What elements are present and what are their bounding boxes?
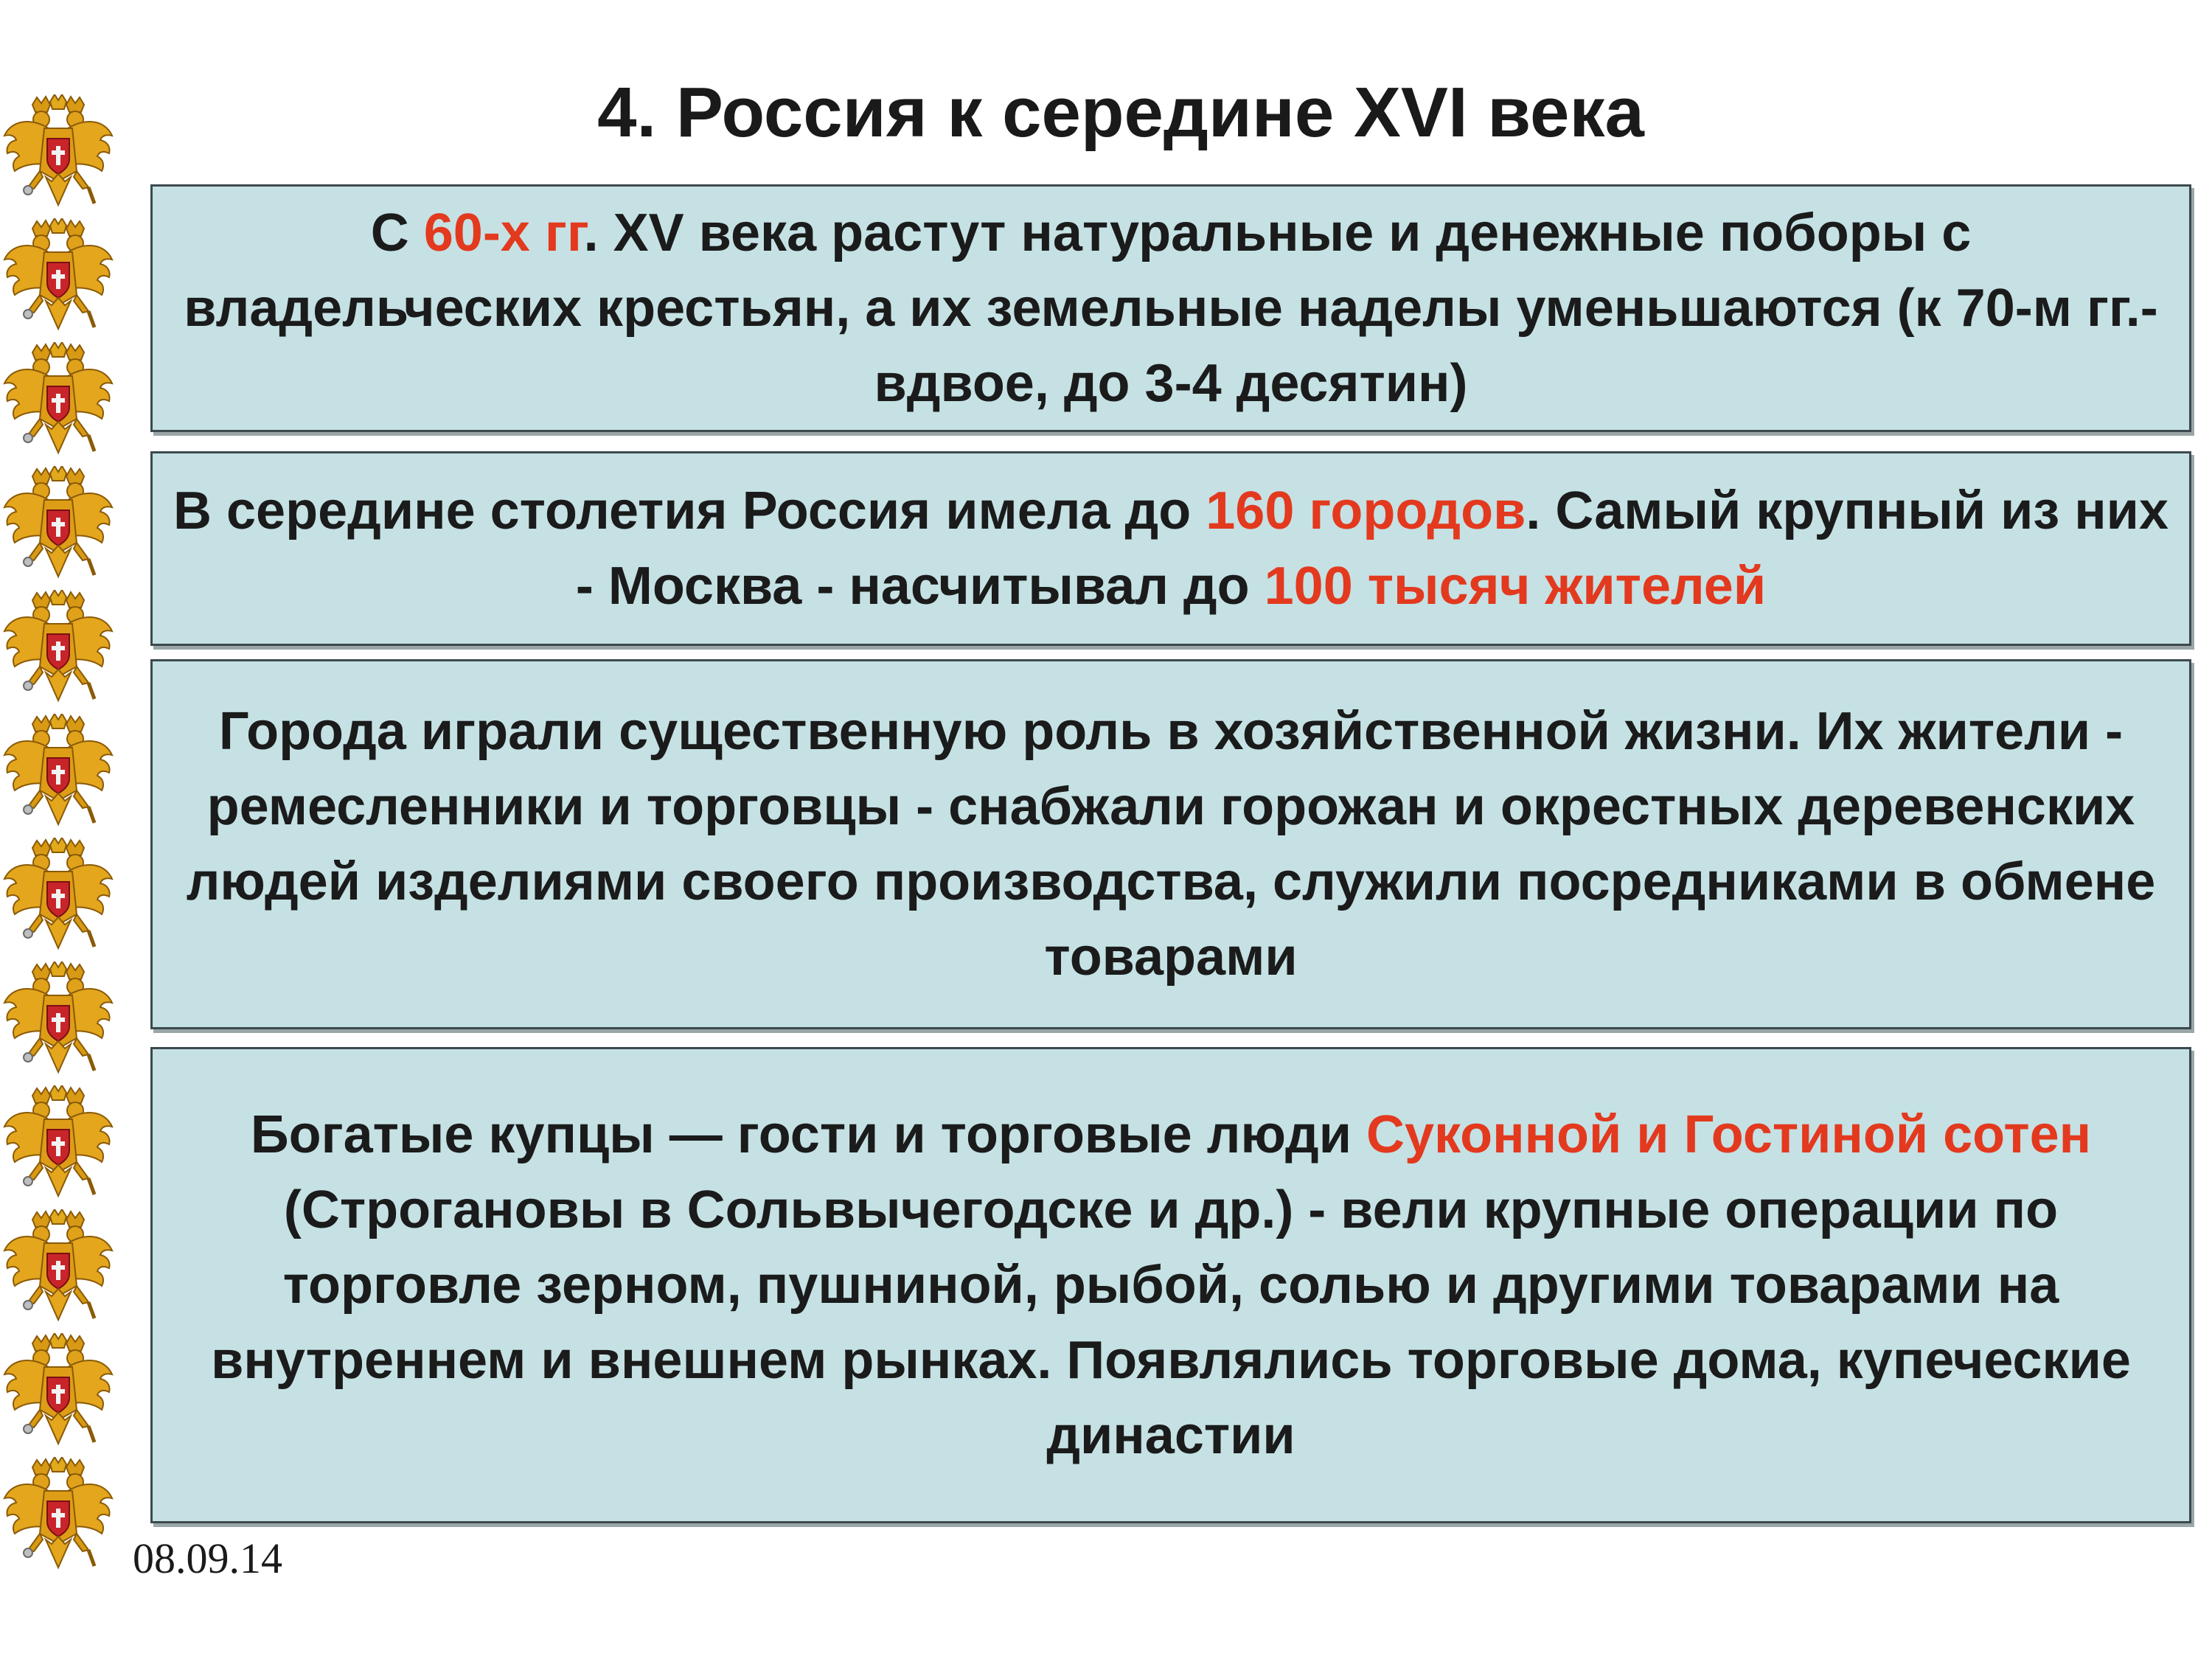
double-headed-eagle-icon <box>3 714 114 835</box>
double-headed-eagle-icon <box>3 838 114 959</box>
eagle-emblem-column <box>0 94 118 1591</box>
double-headed-eagle-icon <box>3 1209 114 1330</box>
double-headed-eagle-icon <box>3 590 114 711</box>
double-headed-eagle-icon <box>3 1085 114 1206</box>
text-segment: Города играли существенную роль в хозяйственной жизни. Их жители - ремесленники и торговцы - снабжали горожан и окрестных деревенских людей изделиями своего производства, служили посредниками в обмене товарами <box>186 702 2156 987</box>
double-headed-eagle-icon <box>3 1457 114 1578</box>
text-segment: С <box>370 204 424 262</box>
double-headed-eagle-icon <box>3 961 114 1082</box>
block-text <box>167 473 2174 624</box>
block-text <box>167 694 2174 995</box>
double-headed-eagle-icon <box>3 466 114 587</box>
info-block-cities-count <box>150 451 2191 646</box>
slide-title: 4. Россия к середине XVI века <box>597 73 1644 152</box>
highlight-160-cities: 160 городов <box>1206 481 1526 540</box>
highlight-hundreds: Суконной и Гостиной сотен <box>1366 1105 2092 1164</box>
text-segment: (Строгановы в Сольвычегодске и др.) - вели крупные операции по торговле зерном, пушниной, рыбой, солью и другими товарами на внутреннем и внешнем рынках. Появлялись торговые дома, купеческие династии <box>211 1180 2131 1465</box>
text-segment: Богатые купцы — гости и торговые люди <box>250 1105 1366 1164</box>
double-headed-eagle-icon <box>3 1333 114 1454</box>
double-headed-eagle-icon <box>3 342 114 463</box>
info-block-peasant-taxes <box>150 184 2191 432</box>
text-segment: . Самый крупный из них - Москва - насчитывал до <box>575 481 2168 616</box>
highlight-100k-residents: 100 тысяч жителей <box>1264 557 1767 616</box>
highlight-60s: 60-х гг <box>423 204 584 262</box>
block-text <box>167 195 2174 421</box>
block-text <box>167 1097 2174 1473</box>
info-block-city-economy <box>150 659 2191 1029</box>
info-block-merchants <box>150 1047 2191 1523</box>
double-headed-eagle-icon <box>3 218 114 339</box>
text-segment: . XV века растут натуральные и денежные поборы с владельческих крестьян, а их земельные наделы уменьшаются (к 70-м гг.- вдвое, до 3-4 десятин) <box>184 204 2158 413</box>
slide-date: 08.09.14 <box>133 1534 282 1582</box>
text-segment: В середине столетия Россия имела до <box>173 481 1206 540</box>
